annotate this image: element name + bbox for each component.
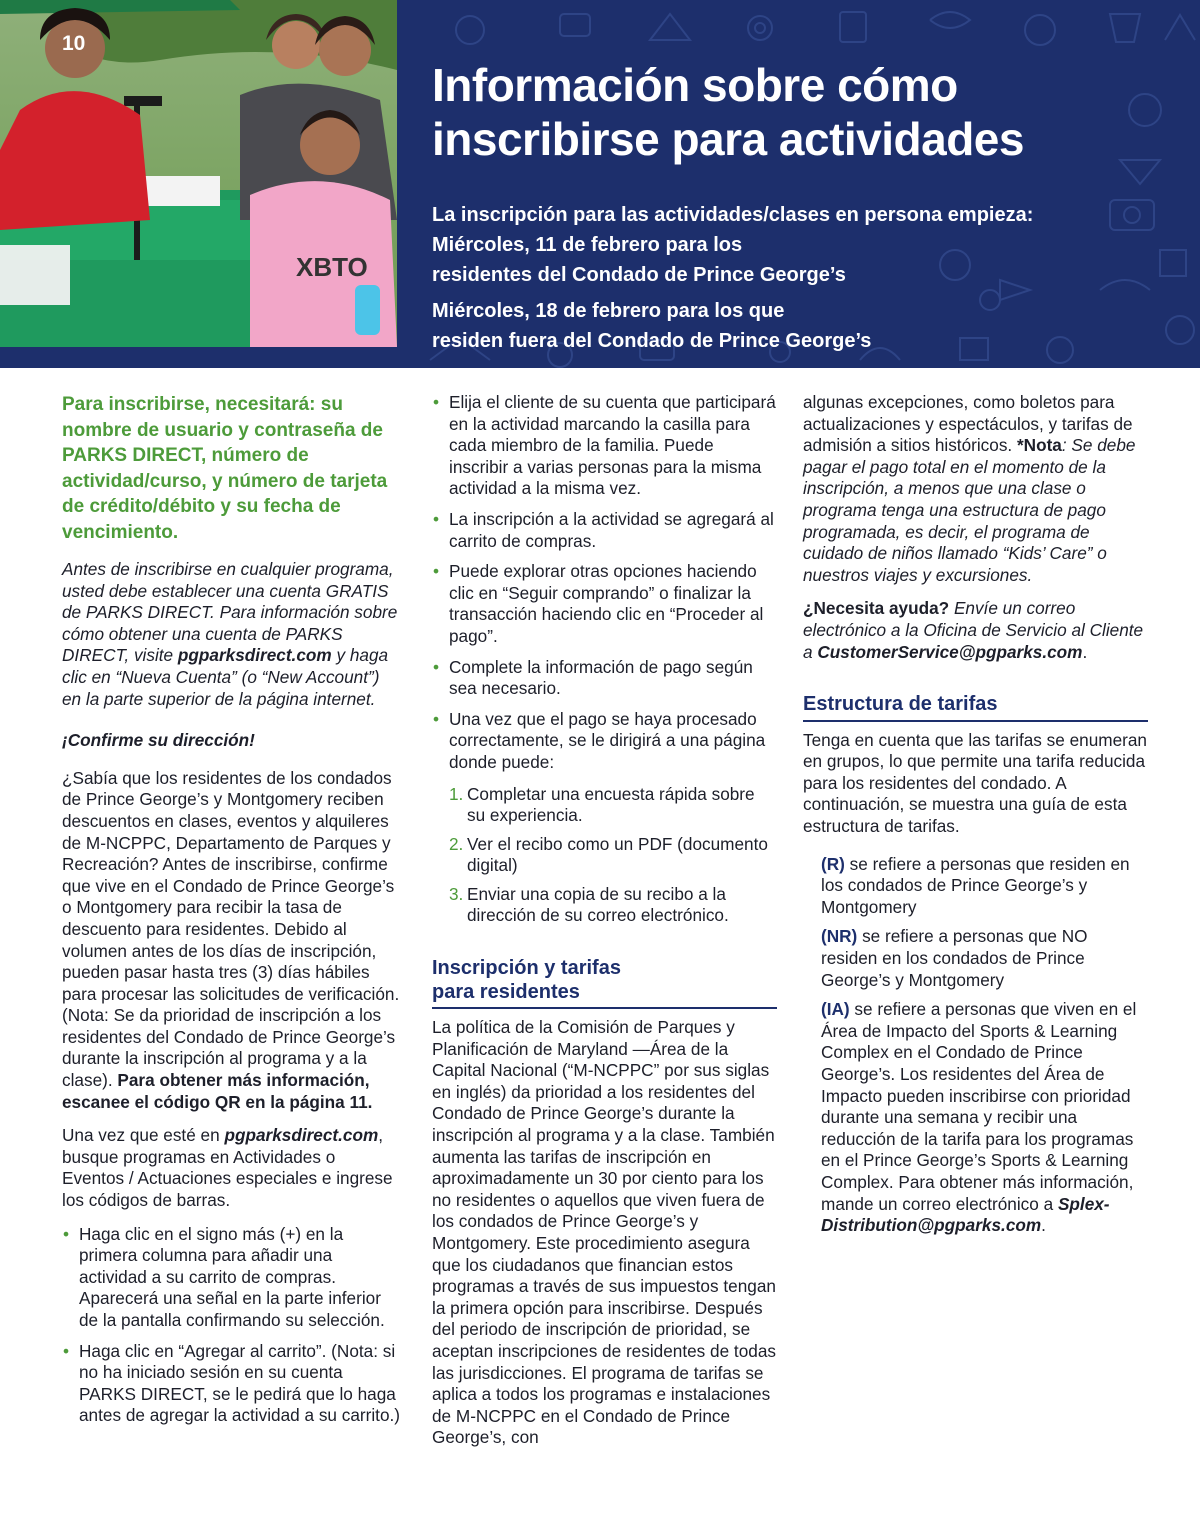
list-item: • Puede explorar otras opciones haciendo clic en “Seguir comprando” o finalizar la transacción haciendo clic en “Proceder al pago”.: [432, 561, 777, 647]
confirm-body: ¿Sabía que los residentes de los condados de Prince George’s y Montgomery reciben descuentos en clases, eventos y alquileres de M-NCPPC, Departamento de Parques y Recreación? Antes de inscribirse, confirme que vive en el Condado de Prince George’s o Montgomery para recibir la tasa de descuento para residentes. Debido al volumen antes de los días de inscripción, pueden pasar hasta tres (3) días hábiles para procesar las solicitudes de verificación. (Nota: Se da prioridad de inscripción a los residentes del Condado de Prince George’s durante la inscripción al programa y a la clase).: [62, 767, 400, 1091]
nonresident-date-line: Miércoles, 18 de febrero para los que: [432, 300, 785, 322]
step-text: Completar una encuesta rápida sobre su experiencia.: [467, 783, 755, 826]
list-item: • La inscripción a la actividad se agregará al carrito de compras.: [432, 509, 777, 552]
help-text: ¿Necesita ayuda? Envíe un correo electrónico a la Oficina de Servicio al Cliente a CustomerService@pgparks.com.: [803, 598, 1144, 662]
search-text: Una vez que esté en: [62, 1125, 220, 1146]
list-item: • Una vez que el pago se haya procesado correctamente, se le dirigirá a una página donde puede:: [432, 709, 777, 774]
header-banner: [0, 0, 1200, 368]
column-2: [432, 392, 777, 1461]
page-title: [432, 58, 1172, 166]
steps-list-1: [62, 1224, 402, 1427]
splex-email-link[interactable]: Splex-Distribution@pgparks.com: [821, 1193, 1110, 1236]
exceptions-body: algunas excepciones, como boletos para actualizaciones y espectáculos, y tarifas de admisión a sitios históricos.: [803, 392, 1133, 456]
resident-date-line-2: residentes del Condado de Prince George’s: [432, 264, 846, 286]
help-body: Envíe un correo electrónico a la Oficina de Servicio al Cliente a: [803, 598, 1144, 662]
exceptions-text: [803, 392, 1148, 586]
qr-note: Para obtener más información, escanee el código QR en la página 11.: [62, 1070, 373, 1112]
search-instructions: [62, 1125, 402, 1211]
column-1: [62, 392, 402, 1437]
page-number: 10: [62, 32, 86, 55]
registration-start-label: La inscripción para las actividades/clases en persona empieza:: [432, 204, 1034, 226]
post-payment-steps: [449, 784, 777, 928]
confirm-address-text: [62, 768, 402, 1114]
nonresident-date-line-2: residen fuera del Condado de Prince George’s: [432, 330, 872, 352]
list-item: • Haga clic en el signo más (+) en la primera columna para añadir una actividad a su carrito de compras. Aparecerá una señal en la parte inferior de la pantalla confirmando su selección.: [62, 1224, 402, 1332]
fee-structure-intro: Tenga en cuenta que las tarifas se enumeran en grupos, lo que permite una tarifa reducida para los residentes del condado. A continuación, se muestra una guía de esta estructura de tarifas.: [803, 729, 1147, 836]
confirm-address-heading: ¡Confirme su dirección!: [62, 730, 255, 751]
account-intro: [62, 559, 402, 710]
list-item: • Complete la información de pago según sea necesario.: [432, 657, 777, 700]
shirt-text: XBTO: [296, 252, 368, 282]
pgparksdirect-link[interactable]: pgparksdirect.com: [177, 645, 332, 666]
step-text: Ver el recibo como un PDF (documento digital): [467, 833, 768, 876]
header-photo: [0, 0, 397, 347]
heading-line-1: Inscripción y tarifas: [432, 957, 621, 980]
steps-list-2: [432, 392, 777, 774]
column-3: [803, 392, 1148, 1245]
note-text: : Se debe pagar el pago total en el momento de la inscripción, a menos que una clase o programa tenga una estructura de pago programada, es decir, el programa de cuidado de niños llamado “Kids’ Care” o nuestros viajes y excursiones.: [803, 435, 1136, 585]
pgparksdirect-link-2[interactable]: pgparksdirect.com: [224, 1125, 379, 1146]
note-label: *Nota: [1016, 435, 1062, 456]
tier-text: se refiere a personas que viven en el Área de Impacto del Sports & Learning Complex en el Condado de Prince George’s. Los residentes del Área de Impacto pueden inscribirse con prioridad durante una semana y recibir una reducción de la tarifa para los programas en el Prince George’s Sports & Learning Complex. Para obtener más información, mande un correo electrónico a: [821, 999, 1137, 1214]
account-intro-text-2: y haga clic en “Nueva Cuenta” (o “New Account”) en la parte superior de la página internet.: [62, 645, 389, 709]
title-line-1: Información sobre cómo: [432, 59, 958, 111]
resident-fees-text: La política de la Comisión de Parques y Planificación de Maryland —Área de la Capital Nacional (“M-NCPPC” por sus siglas en inglés) da prioridad a los residentes del Condado de Prince George’s durante la inscripción al programa y a la clase. También aumenta las tarifas de inscripción en aproximadamente un 30 por ciento para los no residentes o aquellos que viven fuera de los condados de Prince George’s y Montgomery. Este procedimiento asegura que los ciudadanos que financian estos programas a través de sus impuestos tengan la primera opción para inscribirse. Después del periodo de inscripción de prioridad, se aceptan inscripciones de residentes de todas las jurisdicciones. El programa de tarifas se aplica a todos los programas e instalaciones de M-NCPPC en el Condado de Prince George’s, con: [432, 1017, 776, 1448]
account-intro-text: Antes de inscribirse en cualquier programa, usted debe establecer una cuenta GRATIS de PARKS DIRECT. Para información sobre cómo obtener una cuenta de PARKS DIRECT, visite: [62, 559, 398, 666]
fee-structure-heading: Estructura de tarifas: [803, 693, 1148, 722]
heading-line-2: para residentes: [432, 980, 580, 1003]
numbered-item: [449, 834, 777, 877]
numbered-item: [449, 884, 777, 927]
tier-text: se refiere a personas que residen en los condados de Prince George’s y Montgomery: [821, 853, 1130, 917]
tier-code: (R): [821, 853, 845, 874]
step-number: 1.: [449, 783, 464, 804]
resident-fees-heading: [432, 957, 777, 1009]
resident-date-line: Miércoles, 11 de febrero para los: [432, 234, 743, 256]
step-number: 3.: [449, 883, 464, 904]
tier-nonresident: [803, 926, 1148, 991]
list-item: • Haga clic en “Agregar al carrito”. (Nota: si no ha iniciado sesión en su cuenta PARKS DIRECT, se le pedirá que lo haga antes de agregar la actividad a su carrito.): [62, 1341, 402, 1427]
step-number: 2.: [449, 833, 464, 854]
requirements-lead: Para inscribirse, necesitará: su nombre de usuario y contraseña de PARKS DIRECT, número de actividad/curso, y número de tarjeta de crédito/débito y su fecha de vencimiento.: [62, 394, 388, 543]
list-item: • Elija el cliente de su cuenta que participará en la actividad marcando la casilla para cada miembro de la familia. Puede inscribir a varias personas para la misma actividad a la misma vez.: [432, 392, 777, 500]
customer-service-email-link[interactable]: CustomerService@pgparks.com: [817, 641, 1083, 662]
tier-resident: [803, 854, 1148, 919]
title-line-2: inscribirse para actividades: [432, 113, 1024, 165]
tier-impact-area: (IA) se refiere a personas que viven en el Área de Impacto del Sports & Learning Complex en el Condado de Prince George’s. Los residentes del Área de Impacto pueden inscribirse con prioridad durante una semana y recibir una reducción de la tarifa para los programas en el Prince George’s Sports & Learning Complex. Para obtener más información, mande un correo electrónico a Splex-Distribution@pgparks.com.: [821, 999, 1137, 1236]
registration-dates: [432, 200, 1172, 356]
search-text-2: , busque programas en Actividades o Eventos / Actuaciones especiales e ingrese los códigos de barras.: [62, 1125, 393, 1211]
help-title: ¿Necesita ayuda?: [803, 598, 950, 619]
step-text: Enviar una copia de su recibo a la dirección de su correo electrónico.: [467, 883, 729, 926]
numbered-item: [449, 784, 777, 827]
tier-code: (NR): [821, 926, 858, 947]
tier-text: se refiere a personas que NO residen en los condados de Prince George’s y Montgomery: [821, 926, 1088, 990]
tier-code: (IA): [821, 999, 850, 1020]
